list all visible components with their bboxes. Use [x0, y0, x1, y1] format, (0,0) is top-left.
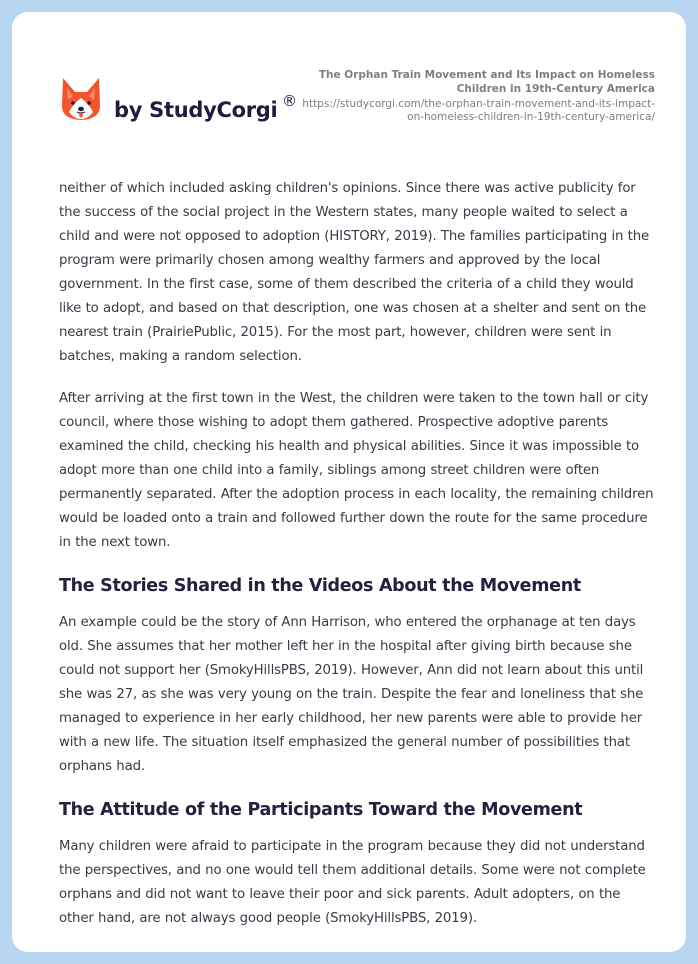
paragraph: Many children were afraid to participate in the program because they did not understand the perspectives, and no one would tell them additional details. Some were not complete orphans and did not want to leave their poor and sick parents. Adult adopters, on the other hand, are not always good people (SmokyHillsPBS, 2019).: [59, 839, 646, 926]
document-page: [12, 12, 686, 952]
document-title: The Orphan Train Movement and Its Impact on Homeless Children in 19th-Century America: [318, 69, 655, 95]
corgi-head-icon: [60, 76, 102, 122]
paragraph: neither of which included asking children's opinions. Since there was active publicity for the success of the social project in the Western states, many people waited to select a child and were not opposed to adoption (HISTORY, 2019). The families participating in the program were primarily chosen among wealthy farmers and approved by the local government. In the first case, some of them described the criteria of a child they would like to adopt, and based on that description, one was chosen at a shelter and sent on the nearest train (PrairiePublic, 2015). For the most part, however, children were sent in batches, making a random selection.: [59, 181, 650, 364]
paragraph: After arriving at the first town in the West, the children were taken to the town hall or city council, where those wishing to adopt them gathered. Prospective adoptive parents examined the child, checking his health and physical abilities. Since it was impossible to adopt more than one child into a family, siblings among street children were often permanently separated. After the adoption process in each locality, the remaining children would be loaded onto a train and followed further down the route for the same procedure in the next town.: [59, 391, 654, 550]
page-header: [12, 12, 686, 162]
brand-name[interactable]: by StudyCorgi: [114, 98, 278, 122]
document-meta: [295, 68, 655, 124]
section-heading: The Attitude of the Participants Toward the Movement: [59, 800, 583, 820]
section-heading: The Stories Shared in the Videos About the Movement: [59, 576, 581, 596]
studycorgi-logo[interactable]: [60, 76, 102, 122]
article-body: [59, 177, 659, 949]
registered-mark: ®: [282, 92, 297, 110]
paragraph: An example could be the story of Ann Harrison, who entered the orphanage at ten days old. She assumes that her mother left her in the hospital after giving birth because she could not support her (SmokyHillsPBS, 2019). However, Ann did not learn about this until she was 27, as she was very young on the train. Despite the fear and loneliness that she managed to experience in her early childhood, her new parents were able to provide her with a new life. The situation itself emphasized the general number of possibilities that orphans had.: [59, 615, 644, 774]
document-url[interactable]: https://studycorgi.com/the-orphan-train-movement-and-its-impact-on-homeless-children-in-19th-century-america/: [302, 98, 655, 123]
